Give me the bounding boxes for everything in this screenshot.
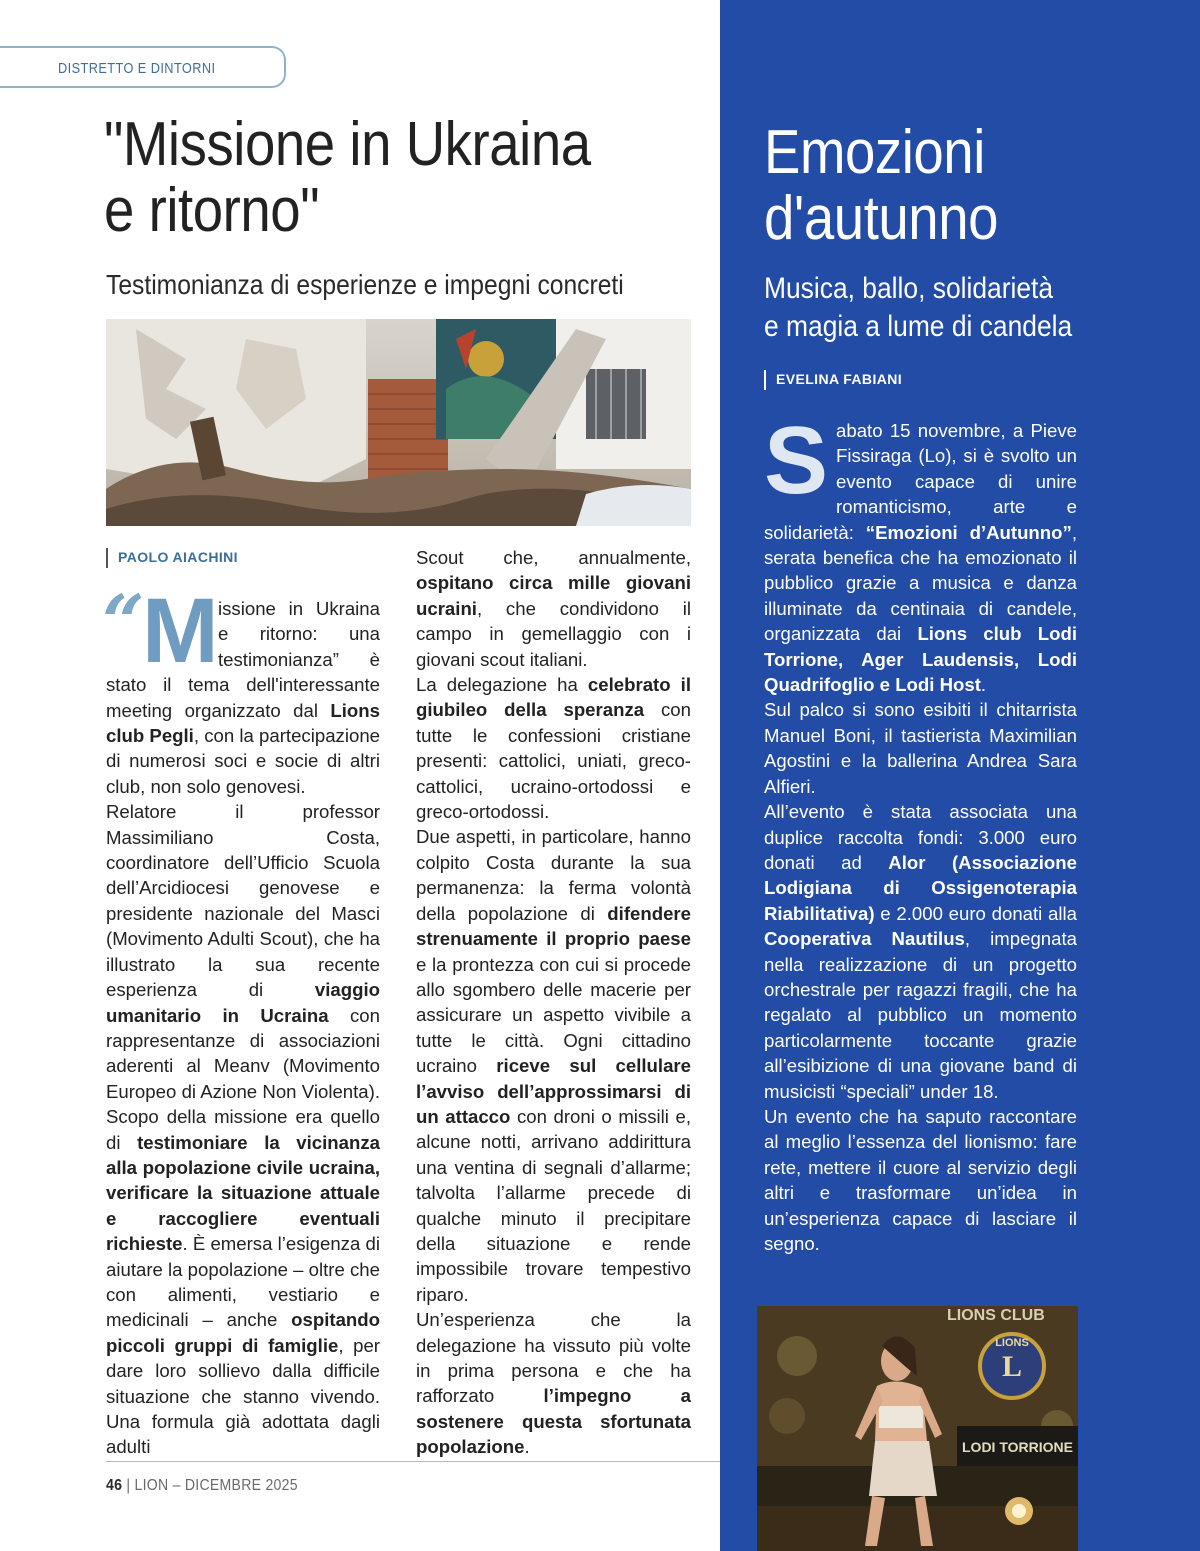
dancer-photo xyxy=(757,1306,1078,1551)
sidebar-title-line2: d'autunno xyxy=(764,184,999,253)
ruined-building-photo xyxy=(106,319,691,526)
page-number: 46 xyxy=(106,1477,123,1494)
page-footer xyxy=(106,1477,298,1495)
sidebar-subtitle xyxy=(764,270,1134,346)
paragraph: Sul palco si sono esibiti il chitarrista Manuel Boni, il tastierista Maximilian Agostini e la ballerina Andrea Sara Alfieri. xyxy=(764,699,1077,797)
sidebar-column xyxy=(764,407,1077,1256)
photo-sign-text: LIONS CLUB xyxy=(947,1307,1045,1324)
article-title-line2: e ritorno" xyxy=(104,176,320,245)
paragraph: La delegazione ha celebrato il giubileo della speranza con tutte le confessioni cristiane presenti: cattolici, uniati, greco-cattolici, ucraino-ortodossi e greco-ortodossi. xyxy=(416,674,691,823)
section-tab xyxy=(0,46,286,88)
sidebar-subtitle-line2: e magia a lume di candela xyxy=(764,310,1073,343)
quote-mark-icon: “ xyxy=(102,580,145,666)
author-byline: PAOLO AIACHINI xyxy=(106,548,238,568)
footer-rule xyxy=(106,1461,720,1462)
sidebar-author-byline: EVELINA FABIANI xyxy=(764,370,902,390)
paragraph: Un’esperienza che la delegazione ha vissuto più volte in prima persona e che ha rafforzato l’impegno a sostenere questa sfortunata popolazione. xyxy=(416,1309,691,1458)
paragraph: Scout che, annualmente, ospitano circa mille giovani ucraini, che condividono il campo in gemellaggio con i giovani scout italiani. xyxy=(416,547,691,670)
paragraph: abato 15 novembre, a Pieve Fissiraga (Lo), si è svolto un evento capace di unire romanticismo, arte e solidarietà: “Emozioni d’Autunno”, serata benefica che ha emozionato il pubblico grazie a musica e danza illuminate da centinaia di candele, organizzata dai Lions club Lodi Torrione, Ager Laudensis, Lodi Quadrifoglio e Lodi Host. xyxy=(764,420,1077,696)
dropcap-letter: M xyxy=(142,580,219,682)
section-label: DISTRETTO E DINTORNI xyxy=(58,60,216,77)
article-subtitle: Testimonianza di esperienze e impegni concreti xyxy=(106,269,624,300)
paragraph: issione in Ukraina e ritorno: una testimonianza” è stato il tema dell'interessante meeting organizzato dal Lions club Pegli, con la partecipazione di numerosi soci e socie di altri club, non solo genovesi. xyxy=(106,598,380,797)
article-title xyxy=(104,112,632,244)
sidebar-subtitle-line1: Musica, ballo, solidarietà xyxy=(764,272,1054,305)
dropcap-letter: S xyxy=(764,407,829,514)
photo-banner-text: LODI TORRIONE xyxy=(962,1439,1073,1455)
dropcap xyxy=(102,580,219,682)
publication-name: LION – DICEMBRE 2025 xyxy=(134,1477,298,1494)
footer-separator: | xyxy=(126,1477,131,1494)
article-title-line1: "Missione in Ukraina xyxy=(104,110,591,179)
lions-logo-icon: L xyxy=(1001,1350,1023,1383)
paragraph: Relatore il professor Massimiliano Costa, coordinatore dell’Ufficio Scuola dell’Arcidiocesi genovese e presidente nazionale del Masci (Movimento Adulti Scout), che ha illustrato la sua recente esperienza di viaggio umanitario in Ucraina con rappresentanze di associazioni aderenti al Meanv (Movimento Europeo di Azione Non Violenta). Scopo della missione era quello di testimoniare la vicinanza alla popolazione civile ucraina, verificare la situazione attuale e raccogliere eventuali richieste. È emersa l’esigenza di aiutare la popolazione – oltre che con alimenti, vestiario e medicinali – anche ospitando piccoli gruppi di famiglie, per dare loro sollievo dalla difficile situazione che stanno vivendo. Una formula già adottata dagli adulti xyxy=(106,801,380,1458)
paragraph: Un evento che ha saputo raccontare al meglio l’essenza del lionismo: fare rete, mettere il cuore al servizio degli altri e trasformare un’idea in un’esperienza capace di lasciare il segno. xyxy=(764,1105,1077,1254)
article-column-2 xyxy=(416,545,691,1460)
sidebar-title-line1: Emozioni xyxy=(764,118,985,187)
photo-badge-text: LIONS xyxy=(995,1337,1029,1349)
paragraph: All’evento è stata associata una duplice raccolta fondi: 3.000 euro donati ad Alor (Associazione Lodigiana di Ossigenoterapia Riabilitativa) e 2.000 euro donati alla Cooperativa Nautilus, impegnata nella realizzazione di un progetto orchestrale per ragazzi fragili, che ha regalato al pubblico un momento particolarmente toccante grazie all’esibizione di una giovane band di musicisti “speciali” under 18. xyxy=(764,801,1077,1102)
article-column-1 xyxy=(102,580,380,1460)
paragraph: Due aspetti, in particolare, hanno colpito Costa durante la sua permanenza: la ferma volontà della popolazione di difendere strenuamente il proprio paese e la prontezza con cui si procede allo sgombero delle macerie per assicurare un aspetto vivibile a tutte le città. Ogni cittadino ucraino riceve sul cellulare l’avviso dell’approssimarsi di un attacco con droni o missili e, alcune notti, arrivano addirittura una ventina di segnali d’allarme; talvolta l’allarme precede di qualche minuto il precipitare della situazione e rende impossibile trovare tempestivo riparo. xyxy=(416,826,691,1305)
sidebar-title xyxy=(764,120,1134,252)
